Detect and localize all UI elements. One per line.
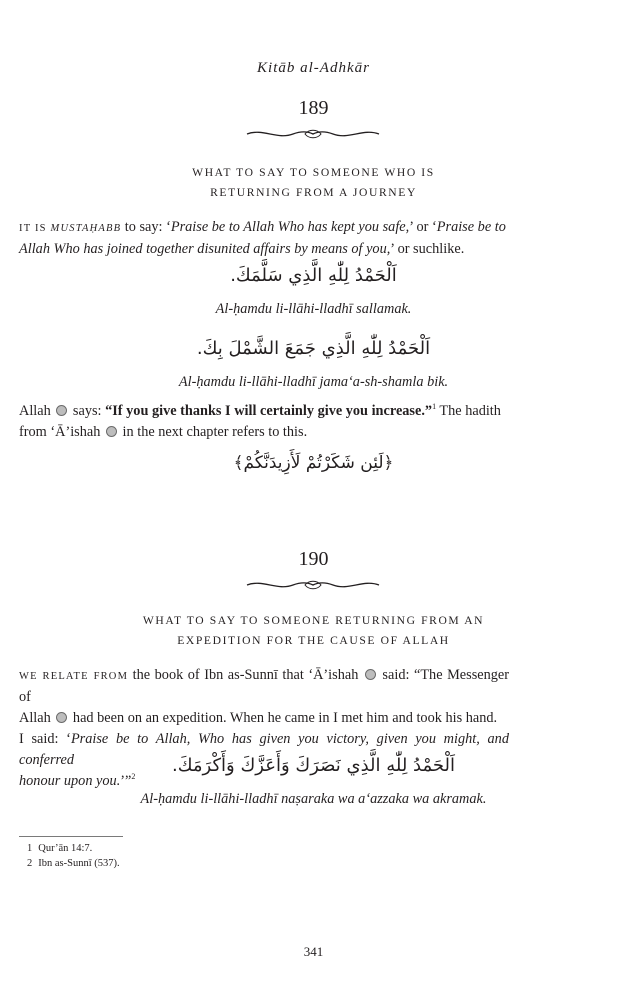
footnote xyxy=(27,842,92,856)
footnote-number: 2 xyxy=(27,858,33,869)
text-run: ’ or suchlike. xyxy=(390,241,465,257)
page-number: 341 xyxy=(303,944,324,959)
footnote-text: Qur’ān 14:7. xyxy=(38,843,93,854)
text-run: I said: ‘ xyxy=(19,731,71,747)
honorific-glyph-icon xyxy=(56,405,67,416)
chapter-title-line: EXPEDITION FOR THE CAUSE OF ALLAH xyxy=(177,634,450,647)
footnote-rule xyxy=(19,836,123,837)
section-paragraph xyxy=(19,401,509,443)
honorific-glyph-icon xyxy=(106,426,117,437)
opening-smallcaps: IT IS xyxy=(19,223,51,234)
honorific-glyph-icon xyxy=(56,712,67,723)
text-run: to say: ‘ xyxy=(121,219,171,235)
text-run: Allah xyxy=(19,710,55,726)
footnote-text: Ibn as-Sunnī (537). xyxy=(38,858,120,869)
running-head: Kitāb al-Adhkār xyxy=(257,60,370,76)
text-run: ’” xyxy=(120,773,132,789)
transliteration: Al-ḥamdu li-llāhi-lladhī sallamak. xyxy=(215,301,412,317)
transliteration: Al-ḥamdu li-llāhi-lladhī jama‘a-sh-shamla bik. xyxy=(178,374,449,390)
text-run: says: xyxy=(69,403,106,419)
chapter-title xyxy=(0,611,627,651)
text-run: Allah xyxy=(19,403,55,419)
quoted-supplication: Praise be to Allah, Who has given you victory, given you might, and conferred xyxy=(19,731,509,768)
arabic-supplication: اَلْحَمْدُ لِلّٰهِ الَّذِي نَصَرَكَ وَأَعَزَّكَ وَأَكْرَمَكَ. xyxy=(172,755,455,776)
text-run: the book of Ibn as-Sunnī that ‘Ā’ishah xyxy=(128,667,363,683)
chapter-title-line: WHAT TO SAY TO SOMEONE WHO IS xyxy=(192,166,435,179)
quoted-supplication: Praise be to Allah Who has kept you safe, xyxy=(170,219,410,235)
text-run: in the next chapter refers to this. xyxy=(118,424,308,440)
footnote-number: 1 xyxy=(27,843,33,854)
chapter-number: 189 xyxy=(298,97,329,119)
ornament-divider-icon xyxy=(243,578,383,592)
text-run: The hadith xyxy=(436,403,501,419)
term-mustahabb: MUSTAḤABB xyxy=(50,223,122,234)
honorific-glyph-icon xyxy=(365,669,376,680)
quran-verse-arabic: ﴿لَئِن شَكَرْتُمْ لَأَزِيدَنَّكُمْ﴾ xyxy=(233,453,394,473)
chapter-title-line: RETURNING FROM A JOURNEY xyxy=(210,186,417,199)
chapter-number: 190 xyxy=(298,548,329,570)
quoted-supplication: Praise be to xyxy=(436,219,506,235)
section-paragraph xyxy=(19,217,509,260)
quoted-supplication: honour upon you. xyxy=(19,773,121,789)
text-run: said: “The Messenger of xyxy=(19,667,510,705)
chapter-title-line: WHAT TO SAY TO SOMEONE RETURNING FROM AN xyxy=(142,614,485,627)
arabic-supplication: اَلْحَمْدُ لِلّٰهِ الَّذِي سَلَّمَكَ. xyxy=(230,265,397,286)
text-run: had been on an expedition. When he came in I met him and took his hand. xyxy=(69,710,498,726)
footnote-ref[interactable]: 1 xyxy=(432,402,437,412)
chapter-title xyxy=(0,163,627,203)
transliteration: Al-ḥamdu li-llāhi-lladhī naṣaraka wa a‘azzaka wa akramak. xyxy=(140,791,487,807)
text-run: ’ or ‘ xyxy=(409,219,437,235)
quoted-supplication: Allah Who has joined together disunited affairs by means of you, xyxy=(19,241,391,257)
opening-smallcaps: WE RELATE FROM xyxy=(19,671,129,682)
ornament-divider-icon xyxy=(243,127,383,141)
footnote-ref[interactable]: 2 xyxy=(131,772,136,782)
arabic-supplication: اَلْحَمْدُ لِلّٰهِ الَّذِي جَمَعَ الشَّمْلَ بِكَ. xyxy=(196,338,431,359)
text-run: from ‘Ā’ishah xyxy=(19,424,104,440)
footnote xyxy=(27,857,120,871)
quran-quote: “If you give thanks I will certainly give you increase.” xyxy=(105,403,433,419)
